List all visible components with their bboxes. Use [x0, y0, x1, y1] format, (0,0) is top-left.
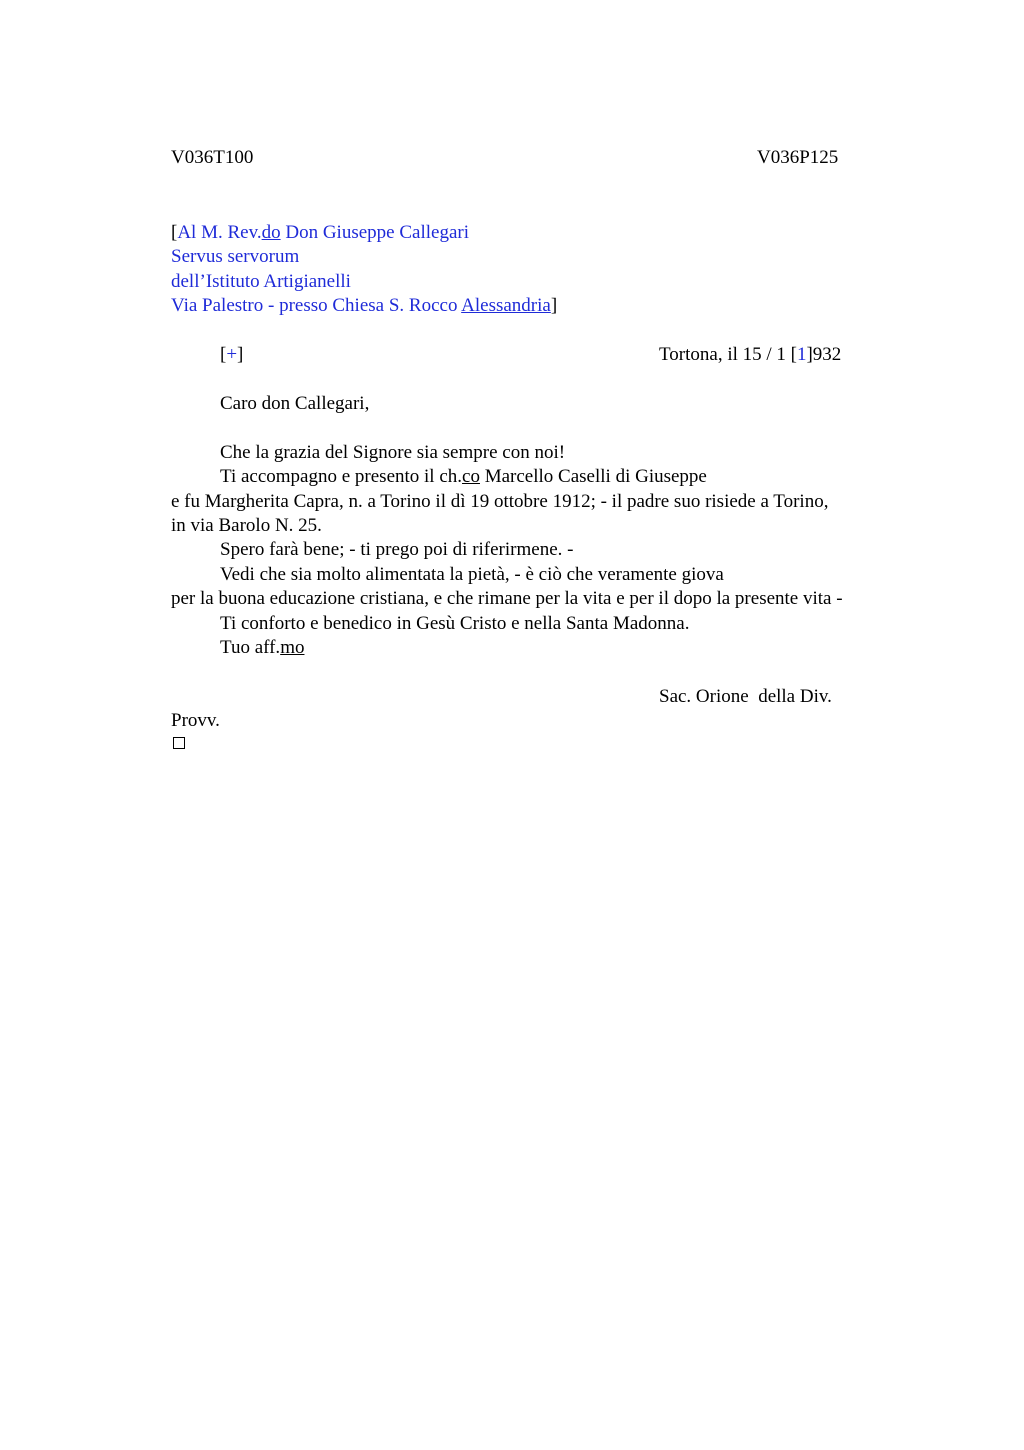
- body-paragraph-5: [220, 612, 689, 636]
- body-paragraph-4-line-1: [220, 563, 724, 587]
- body-p2-abbrev: co: [462, 466, 480, 487]
- body-paragraph-2-line-3: [171, 514, 322, 538]
- cross-close-bracket: ]: [237, 344, 244, 365]
- body-paragraph-2-line-1: [220, 465, 707, 489]
- body-p2-b: Marcello Caselli di Giuseppe: [479, 466, 707, 487]
- address-recipient-name: Don Giuseppe Callegari: [280, 222, 469, 243]
- body-p2-line2-text: e fu Margherita Capra, n. a Torino il dì 19 ottobre 1912; - il padre suo risiede a Torino,: [171, 491, 829, 512]
- signature-line-2: [171, 709, 220, 733]
- body-paragraph-2-line-2: [171, 490, 828, 514]
- body-paragraph-4-line-2: [171, 587, 843, 611]
- body-p2-a: Ti accompagno e presento il ch.: [220, 466, 463, 487]
- body-p4-line1-text: Vedi che sia molto alimentata la pietà, - è ciò che veramente giova: [220, 564, 724, 585]
- body-p4-line2-text: per la buona educazione cristiana, e che rimane per la vita e per il dopo la presente vita -: [171, 588, 843, 609]
- address-open-bracket: [: [171, 222, 178, 243]
- code-right-text: V036P125: [757, 147, 839, 168]
- address-recipient-prefix: Al M. Rev.: [177, 222, 262, 243]
- signature-provv: Provv.: [171, 710, 220, 731]
- address-city: Alessandria: [461, 295, 551, 316]
- address-street: Via Palestro - presso Chiesa S. Rocco: [171, 295, 462, 316]
- body-paragraph-1: [220, 441, 565, 465]
- address-close-bracket: ]: [550, 295, 558, 316]
- body-p5-text: Ti conforto e benedico in Gesù Cristo e nella Santa Madonna.: [220, 613, 690, 634]
- place-date-prefix: Tortona, il 15 / 1 [: [659, 344, 797, 365]
- address-line-2: [171, 245, 299, 269]
- salutation: [220, 392, 369, 416]
- address-institute: dell’Istituto Artigianelli: [171, 271, 351, 292]
- code-left-text: V036T100: [171, 147, 254, 168]
- address-line-4: [171, 294, 557, 318]
- address-title: Servus servorum: [171, 246, 300, 267]
- cross-mark: [220, 343, 243, 367]
- address-line-3: [171, 270, 351, 294]
- cross-icon: +: [226, 344, 238, 365]
- year-insert: 1: [796, 344, 807, 365]
- document-code-right: [757, 146, 838, 170]
- closing-prefix: Tuo aff.: [220, 637, 281, 658]
- closing-abbrev: mo: [280, 637, 305, 658]
- place-date: [659, 343, 841, 367]
- salutation-text: Caro don Callegari,: [220, 393, 370, 414]
- signature-name: Sac. Orione della Div.: [659, 686, 832, 707]
- closing: [220, 636, 304, 660]
- signature-line-1: [659, 685, 832, 709]
- place-date-suffix: ]932: [806, 344, 842, 365]
- end-marker-box-icon: [173, 737, 185, 749]
- body-paragraph-3: [220, 538, 573, 562]
- body-p1-text: Che la grazia del Signore sia sempre con noi!: [220, 442, 566, 463]
- address-line-1: [171, 221, 469, 245]
- document-code-left: [171, 146, 253, 170]
- body-p3-text: Spero farà bene; - ti prego poi di riferirmene. -: [220, 539, 574, 560]
- cross-open-bracket: [: [220, 344, 227, 365]
- address-recipient-abbrev: do: [261, 222, 281, 243]
- body-p2-line3-text: in via Barolo N. 25.: [171, 515, 322, 536]
